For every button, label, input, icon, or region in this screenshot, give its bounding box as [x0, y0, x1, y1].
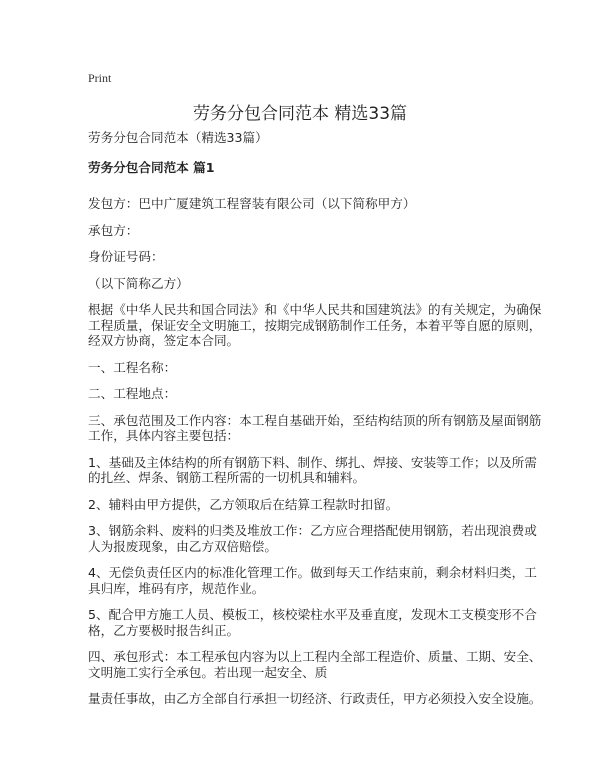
- paragraph: [88, 412, 542, 444]
- paragraph-line: 3、钢筋余料、废料的归类及堆放工作：乙方应合理搭配使用钢筋，若出现浪费或: [88, 523, 537, 538]
- paragraph: [88, 249, 528, 265]
- paragraph-line: 4、无偿负责任区内的标准化管理工作。做到每天工作结束前，剩余材料归类，工: [88, 565, 537, 580]
- paragraph: [88, 386, 528, 402]
- paragraph-line: 2、辅料由甲方提供，乙方领取后在结算工程款时扣留。: [88, 496, 399, 512]
- paragraph-list: [88, 196, 542, 707]
- paragraph-line: 根据《中华人民共和国合同法》和《中华人民共和国建筑法》的有关规定，为确保: [88, 302, 542, 317]
- print-label: Print: [88, 71, 112, 85]
- paragraph: [88, 607, 537, 638]
- paragraph: [88, 302, 542, 349]
- document-title: 劳务分包合同范本 精选33篇: [192, 104, 408, 124]
- paragraph: [88, 649, 542, 680]
- paragraph-line: 三、承包范围及工作内容：本工程自基础开始，至结构结顶的所有钢筋及屋面钢筋: [88, 412, 542, 428]
- document-body: [88, 130, 542, 718]
- paragraph: [88, 691, 542, 707]
- paragraph-line: 格，乙方要极时报告纠正。: [88, 622, 240, 638]
- paragraph-line: 四、承包形式：本工程承包内容为以上工程内全部工程造价、质量、工期、安全、: [88, 649, 542, 664]
- paragraph-line: 工作，具体内容主要包括：: [88, 428, 240, 443]
- paragraph-line: 文明施工实行全承包。若出现一起安全、质: [88, 664, 328, 680]
- paragraph-line: 经双方协商，签定本合同。: [88, 333, 240, 348]
- paragraph: [88, 223, 528, 239]
- paragraph: [88, 454, 537, 486]
- section-heading: 劳务分包合同范本 篇1: [88, 159, 215, 175]
- paragraph-line: 的扎丝、焊条、钢筋工程所需的一切机具和辅料。: [88, 470, 366, 485]
- paragraph-line: 二、工程地点：: [88, 386, 177, 401]
- paragraph-line: 一、工程名称：: [88, 359, 177, 375]
- paragraph: [88, 276, 528, 292]
- paragraph-line: 工程质量，保证安全文明施工，按期完成钢筋制作工任务，本着平等自愿的原则，: [88, 317, 542, 333]
- paragraph-line: 具归库，堆码有序，规范作业。: [88, 580, 265, 596]
- paragraph: [88, 360, 528, 376]
- paragraph-line: 承包方：: [88, 222, 139, 238]
- paragraph-line: 量责任事故，由乙方全部自行承担一切经济、行政责任，甲方必须投入安全设施。: [88, 691, 542, 706]
- paragraph: [88, 497, 528, 513]
- paragraph-line: 身份证号码：: [88, 249, 164, 264]
- paragraph: [88, 196, 528, 212]
- paragraph-line: 1、基础及主体结构的所有钢筋下料、制作、绑扎、焊接、安装等工作；以及所需: [88, 454, 537, 470]
- paragraph-line: 发包方：巴中广厦建筑工程窨装有限公司（以下简称甲方）: [88, 196, 416, 211]
- paragraph: [88, 523, 537, 554]
- document-subtitle: 劳务分包合同范本（精选33篇）: [88, 130, 268, 145]
- paragraph: [88, 565, 537, 596]
- paragraph-line: 5、配合甲方施工人员、模板工，核校梁柱水平及垂直度，发现木工支模变形不合: [88, 607, 537, 622]
- paragraph-line: （以下简称乙方）: [88, 275, 189, 291]
- paragraph-line: 人为报废现象，由乙方双倍赔偿。: [88, 538, 277, 554]
